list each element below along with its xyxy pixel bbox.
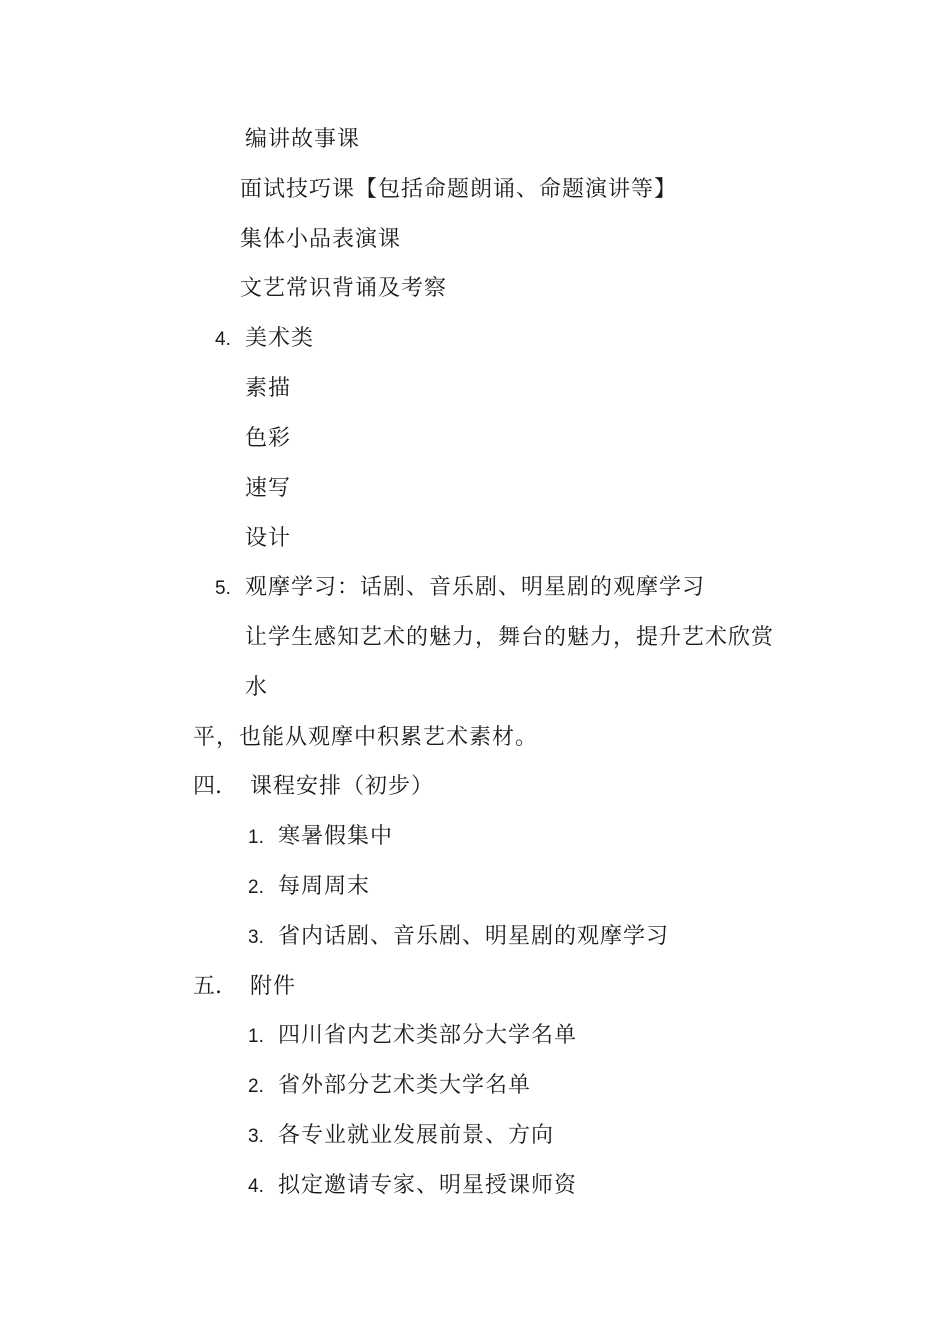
list-item-text: 寒暑假集中 — [278, 824, 394, 849]
list-item — [248, 1121, 554, 1152]
list-number: 1. — [248, 827, 264, 848]
list-item-heading — [215, 573, 705, 604]
list-item — [248, 822, 393, 853]
list-number: 3. — [248, 1126, 264, 1147]
text-line: 编讲故事课 — [245, 127, 361, 152]
list-item-text: 每周周末 — [278, 874, 371, 899]
list-heading-text: 美术类 — [245, 326, 315, 351]
section-number: 四. — [193, 774, 222, 799]
list-item-heading — [215, 324, 314, 355]
list-item-text: 省内话剧、音乐剧、明星剧的观摩学习 — [278, 924, 670, 949]
section-number: 五. — [193, 974, 222, 999]
text-line: 文艺常识背诵及考察 — [240, 276, 448, 301]
list-item-text: 四川省内艺术类部分大学名单 — [278, 1023, 578, 1048]
list-number: 4. — [248, 1176, 264, 1197]
text-line: 速写 — [245, 476, 292, 501]
list-number: 5. — [215, 578, 231, 599]
section-title: 附件 — [250, 974, 297, 999]
text-line: 面试技巧课【包括命题朗诵、命题演讲等】 — [240, 177, 678, 202]
paragraph-line: 平，也能从观摩中积累艺术素材。 — [193, 725, 539, 750]
list-item — [248, 922, 669, 953]
list-item — [248, 1021, 577, 1052]
list-number: 1. — [248, 1026, 264, 1047]
list-item — [248, 1171, 577, 1202]
list-item-text: 各专业就业发展前景、方向 — [278, 1123, 555, 1148]
list-number: 3. — [248, 927, 264, 948]
text-line: 集体小品表演课 — [240, 227, 402, 252]
section-heading — [193, 972, 296, 1002]
list-item — [248, 872, 370, 903]
paragraph-line: 让学生感知艺术的魅力，舞台的魅力，提升艺术欣赏 — [245, 625, 775, 650]
text-line: 色彩 — [245, 426, 292, 451]
section-title: 课程安排（初步） — [250, 774, 435, 799]
list-item-text: 拟定邀请专家、明星授课师资 — [278, 1173, 578, 1198]
list-number: 4. — [215, 329, 231, 350]
text-line: 素描 — [245, 376, 292, 401]
list-item — [248, 1071, 531, 1102]
list-number: 2. — [248, 1076, 264, 1097]
paragraph-line: 水 — [245, 675, 269, 700]
text-line: 设计 — [245, 526, 292, 551]
list-item-text: 省外部分艺术类大学名单 — [278, 1073, 532, 1098]
section-heading — [193, 772, 434, 802]
list-heading-text: 观摩学习：话剧、音乐剧、明星剧的观摩学习 — [245, 575, 706, 600]
list-number: 2. — [248, 877, 264, 898]
